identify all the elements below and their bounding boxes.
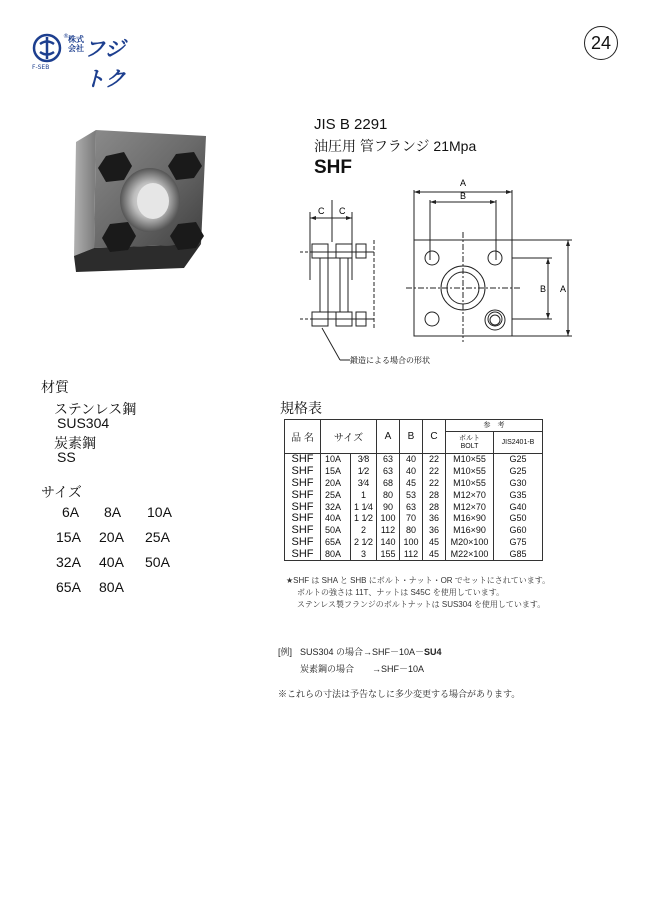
header-size: サイズ xyxy=(321,420,377,454)
size-item: 6A xyxy=(62,504,80,520)
cell-inch: 1 1⁄2 xyxy=(351,513,377,525)
cell-size: 32A xyxy=(321,501,351,513)
dim-side-b-label: B xyxy=(540,284,547,294)
cell-jis: G25 xyxy=(494,454,543,466)
dim-a-label: A xyxy=(460,178,467,188)
table-row xyxy=(285,537,543,549)
cell-bolt: M16×90 xyxy=(446,513,494,525)
example-line-1-bold: SU4 xyxy=(424,647,442,657)
cell-size: 10A xyxy=(321,454,351,466)
cell-bolt: M20×100 xyxy=(446,537,494,549)
cell-c: 45 xyxy=(423,548,446,560)
cell-b: 45 xyxy=(400,478,423,490)
cell-size: 40A xyxy=(321,513,351,525)
header-a: A xyxy=(377,420,400,454)
cell-jis: G75 xyxy=(494,537,543,549)
cell-bolt: M10×55 xyxy=(446,454,494,466)
logo-mark-icon xyxy=(32,33,62,63)
cell-jis: G50 xyxy=(494,513,543,525)
cell-inch: 1 1⁄4 xyxy=(351,501,377,513)
table-row xyxy=(285,478,543,490)
header-name: 品 名 xyxy=(285,420,321,454)
product-subtitle: 油圧用 管フランジ 21Mpa xyxy=(314,138,477,154)
standard-code: JIS B 2291 xyxy=(314,116,388,133)
size-item: 10A xyxy=(147,504,172,520)
cell-jis: G60 xyxy=(494,525,543,537)
cell-name: SHF xyxy=(285,525,321,537)
size-item: 25A xyxy=(145,529,170,545)
cell-size: 80A xyxy=(321,548,351,560)
cell-a: 63 xyxy=(377,466,400,478)
cell-c: 45 xyxy=(423,537,446,549)
disclaimer: ※これらの寸法は予告なしに多少変更する場合があります。 xyxy=(278,689,521,699)
cell-c: 36 xyxy=(423,513,446,525)
cell-c: 22 xyxy=(423,478,446,490)
cell-bolt: M16×90 xyxy=(446,525,494,537)
forging-callout: 鍛造による場合の形状 xyxy=(350,356,430,365)
cell-a: 100 xyxy=(377,513,400,525)
table-row xyxy=(285,548,543,560)
example-line-1-text: SUS304 の場合→SHF－10A－ xyxy=(300,647,425,657)
cell-a: 80 xyxy=(377,489,400,501)
cell-inch: 2 1⁄2 xyxy=(351,537,377,549)
cell-size: 65A xyxy=(321,537,351,549)
dim-c2-label: C xyxy=(339,206,346,216)
cell-a: 90 xyxy=(377,501,400,513)
note-line: ボルトの強さは 11T、ナットは S45C を使用しています。 xyxy=(297,588,505,597)
spec-table xyxy=(284,419,543,561)
dim-b-label: B xyxy=(460,191,467,201)
header-bolt: ボルト BOLT xyxy=(446,432,494,454)
cell-bolt: M22×100 xyxy=(446,548,494,560)
cell-b: 112 xyxy=(400,548,423,560)
cell-name: SHF xyxy=(285,501,321,513)
example-label: [例] xyxy=(278,647,293,657)
cell-b: 80 xyxy=(400,525,423,537)
note-line: ステンレス製フランジのボルトナットは SUS304 を使用しています。 xyxy=(297,600,546,609)
cell-jis: G30 xyxy=(494,478,543,490)
cell-size: 15A xyxy=(321,466,351,478)
size-item: 15A xyxy=(56,529,81,545)
material-stainless-name: ステンレス鋼 xyxy=(54,401,137,417)
table-row xyxy=(285,454,543,466)
size-item: 20A xyxy=(99,529,124,545)
cell-jis: G25 xyxy=(494,466,543,478)
size-item: 32A xyxy=(56,554,81,570)
cell-name: SHF xyxy=(285,478,321,490)
cell-c: 22 xyxy=(423,454,446,466)
cell-jis: G40 xyxy=(494,501,543,513)
cell-a: 140 xyxy=(377,537,400,549)
cell-c: 22 xyxy=(423,466,446,478)
cell-size: 25A xyxy=(321,489,351,501)
technical-drawing xyxy=(290,170,610,370)
cell-bolt: M10×55 xyxy=(446,478,494,490)
dim-side-a-label: A xyxy=(560,284,567,294)
size-item: 50A xyxy=(145,554,170,570)
cell-c: 28 xyxy=(423,501,446,513)
cell-b: 70 xyxy=(400,513,423,525)
cell-inch: 3⁄8 xyxy=(351,454,377,466)
cell-name: SHF xyxy=(285,454,321,466)
cell-inch: 1⁄2 xyxy=(351,466,377,478)
dim-c1-label: C xyxy=(318,206,325,216)
cell-name: SHF xyxy=(285,513,321,525)
size-item: 40A xyxy=(99,554,124,570)
table-row xyxy=(285,466,543,478)
cell-jis: G35 xyxy=(494,489,543,501)
material-heading: 材質 xyxy=(41,379,69,395)
cell-bolt: M12×70 xyxy=(446,501,494,513)
table-row xyxy=(285,525,543,537)
cell-c: 36 xyxy=(423,525,446,537)
cell-b: 40 xyxy=(400,466,423,478)
example-line-2: 炭素鋼の場合 →SHF－10A xyxy=(300,664,425,674)
header-jis: JIS2401-B xyxy=(494,432,543,454)
cell-b: 53 xyxy=(400,489,423,501)
cell-name: SHF xyxy=(285,537,321,549)
cell-b: 100 xyxy=(400,537,423,549)
spec-table-heading: 規格表 xyxy=(280,400,322,416)
cell-inch: 3⁄4 xyxy=(351,478,377,490)
table-row xyxy=(285,513,543,525)
cell-name: SHF xyxy=(285,548,321,560)
logo-registered-mark: ® xyxy=(63,33,69,40)
product-model: SHF xyxy=(314,157,352,178)
company-logo xyxy=(32,33,142,91)
logo-company-type: 株式会社 xyxy=(68,35,84,53)
cell-inch: 2 xyxy=(351,525,377,537)
header-c: C xyxy=(423,420,446,454)
note-line: ★SHF は SHA と SHB にボルト・ナット・OR でセットにされています。 xyxy=(286,576,551,585)
cell-a: 63 xyxy=(377,454,400,466)
cell-b: 63 xyxy=(400,501,423,513)
page-number-badge: 24 xyxy=(584,26,618,60)
cell-b: 40 xyxy=(400,454,423,466)
size-item: 80A xyxy=(99,579,124,595)
table-row xyxy=(285,489,543,501)
material-stainless-code: SUS304 xyxy=(57,415,110,431)
product-photo xyxy=(66,128,216,274)
size-item: 8A xyxy=(104,504,122,520)
header-reference: 参 考 xyxy=(446,420,543,432)
sizes-heading: サイズ xyxy=(41,484,82,500)
cell-a: 155 xyxy=(377,548,400,560)
cell-name: SHF xyxy=(285,466,321,478)
cell-jis: G85 xyxy=(494,548,543,560)
header-b: B xyxy=(400,420,423,454)
cell-name: SHF xyxy=(285,489,321,501)
material-carbon-code: SS xyxy=(57,449,76,465)
cell-inch: 3 xyxy=(351,548,377,560)
cell-a: 112 xyxy=(377,525,400,537)
cell-size: 50A xyxy=(321,525,351,537)
cell-c: 28 xyxy=(423,489,446,501)
cell-bolt: M12×70 xyxy=(446,489,494,501)
example-line-1 xyxy=(300,645,442,658)
logo-subtext: F-SEB xyxy=(32,64,50,71)
table-row xyxy=(285,501,543,513)
logo-company-name: フジトク xyxy=(84,37,126,91)
size-item: 65A xyxy=(56,579,81,595)
cell-a: 68 xyxy=(377,478,400,490)
cell-bolt: M10×55 xyxy=(446,466,494,478)
cell-size: 20A xyxy=(321,478,351,490)
material-carbon-name: 炭素鋼 xyxy=(54,435,96,451)
cell-inch: 1 xyxy=(351,489,377,501)
